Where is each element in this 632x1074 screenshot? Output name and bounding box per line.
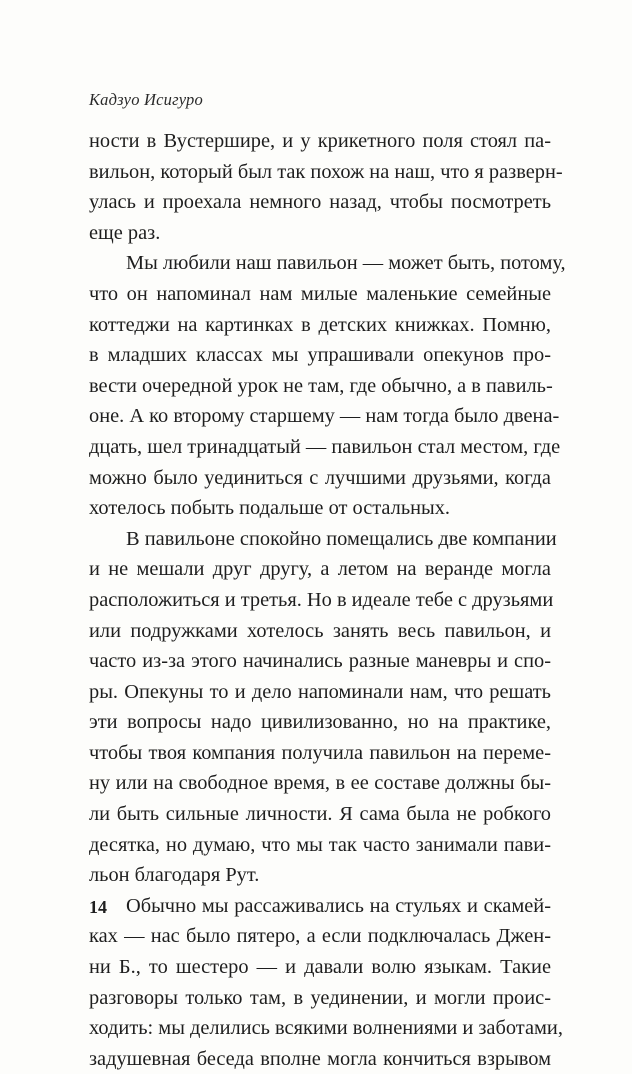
text-line: хотелось побыть подальше от остальных.: [89, 497, 451, 520]
text-line: ну или на свободное время, в ее составе должны бы-: [89, 772, 551, 795]
text-line: десятка, но думаю, что мы так часто занимали пави-: [89, 833, 551, 856]
text-line: ни Б., то шестеро — и давали волю языкам. Такие: [89, 956, 551, 979]
text-line: ходить: мы делились всякими волнениями и заботами,: [89, 1017, 563, 1040]
text-line: часто из-за этого начинались разные маневры и спо-: [89, 650, 551, 673]
page-number: 14: [89, 897, 107, 917]
text-line: дцать, шел тринадцатый — павильон стал местом, где: [89, 435, 561, 458]
text-line: или подружками хотелось занять весь павильон, и: [89, 619, 551, 642]
text-line: вести очередной урок не там, где обычно, а в павиль-: [89, 374, 553, 397]
text-line: еще раз.: [89, 221, 161, 244]
text-line: Обычно мы рассаживались на стульях и скамей-: [126, 894, 551, 917]
text-line: вильон, который был так похож на наш, что я разверн-: [89, 160, 563, 183]
text-line: улась и проехала немного назад, чтобы посмотреть: [89, 191, 551, 214]
body-text: [89, 126, 566, 1074]
text-line: ли быть сильные личности. Я сама была не робкого: [89, 803, 551, 826]
text-line: ры. Опекуны то и дело напоминали нам, что решать: [89, 680, 551, 703]
text-line: расположиться и третья. Но в идеале тебе с друзьями: [89, 588, 554, 611]
text-line: В павильоне спокойно помещались две компании: [126, 527, 557, 550]
text-line: льон благодаря Рут.: [89, 864, 260, 887]
text-line: разговоры только там, в уединении, и могли проис-: [89, 986, 551, 1009]
text-line: в младших классах мы упрашивали опекунов про-: [89, 344, 551, 367]
text-line: что он напоминал нам милые маленькие семейные: [89, 282, 551, 305]
text-line: и не мешали друг другу, а летом на веранде могла: [89, 558, 551, 581]
text-line: ности в Вустершире, и у крикетного поля стоял па-: [89, 130, 551, 152]
text-line: эти вопросы надо цивилизованно, но на практике,: [89, 711, 551, 734]
text-line: коттеджи на картинках в детских книжках. Помню,: [89, 313, 551, 336]
text-line: Мы любили наш павильон — может быть, потому,: [126, 252, 566, 275]
text-line: чтобы твоя компания получила павильон на переме-: [89, 741, 551, 764]
text-line: можно было уединиться с лучшими друзьями, когда: [89, 466, 551, 489]
text-line: оне. А ко второму старшему — нам тогда было двена-: [89, 405, 560, 428]
running-head: Кадзуо Исигуро: [89, 90, 203, 109]
text-line: задушевная беседа вполне могла кончиться взрывом: [89, 1047, 551, 1070]
text-line: ках — нас было пятеро, а если подключалась Джен-: [89, 925, 551, 948]
